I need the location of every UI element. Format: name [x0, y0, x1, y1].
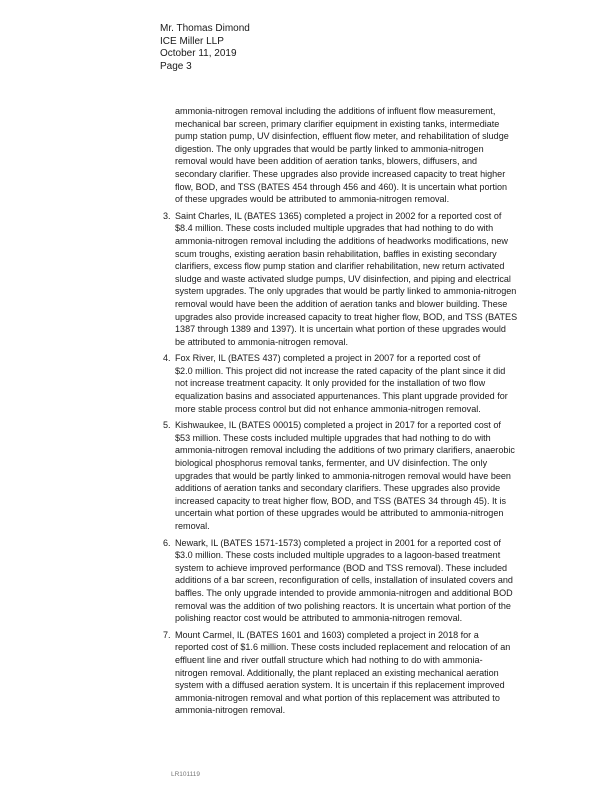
list-item-number: 4.	[163, 353, 171, 364]
text-line: flow, BOD, and TSS (BATES 454 through 456 and 460). It is uncertain what portion	[175, 181, 508, 192]
text-line: Fox River, IL (BATES 437) completed a project in 2007 for a reported cost of	[175, 353, 481, 364]
text-line: system with a diffused aeration system. It is uncertain if this replacement improved	[175, 680, 505, 691]
list-item-number: 7.	[163, 629, 171, 640]
text-line: upgrades also provide increased capacity to treat higher flow, BOD, and TSS (BATES	[175, 311, 518, 322]
text-line: sludge and waste activated sludge pumps, UV disinfection, and piping and electrical	[175, 273, 511, 284]
text-line: baffles. The only upgrade intended to provide ammonia-nitrogen and additional BOD	[175, 587, 513, 598]
text-line: Newark, IL (BATES 1571-1573) completed a project in 2001 for a reported cost of	[175, 537, 501, 548]
text-line: $53 million. These costs included multiple upgrades that had nothing to do with	[175, 432, 491, 443]
text-line: not increase treatment capacity. It only provided for the installation of two flow	[175, 378, 486, 389]
letter-header	[160, 23, 250, 73]
text-line: Saint Charles, IL (BATES 1365) completed a project in 2002 for a reported cost of	[175, 210, 502, 221]
page-number: Page 3	[160, 60, 192, 72]
list-item	[163, 419, 567, 532]
list-item	[163, 352, 567, 415]
letter-body	[163, 105, 567, 717]
text-line: ammonia-nitrogen removal and what portion of this replacement was attributed to	[175, 692, 500, 703]
text-line: additions of a bar screen, reconfiguration of cells, installation of insulated covers and	[175, 575, 513, 586]
text-line: uncertain what portion of these upgrades would be attributed to ammonia-nitrogen	[175, 508, 504, 519]
recipient-name: Mr. Thomas Dimond	[160, 23, 250, 34]
numbered-list	[163, 210, 567, 717]
text-line: equalization basins and associated appurtenances. This plant upgrade provided for	[175, 391, 508, 402]
text-line: of these upgrades would be attributed to ammonia-nitrogen removal.	[175, 194, 450, 205]
list-item-number: 5.	[163, 420, 171, 431]
text-line: increased capacity to treat higher flow, BOD, and TSS (BATES 34 through 45). It is	[175, 495, 507, 506]
text-line: reported cost of $1.6 million. These costs included replacement and relocation of an	[175, 642, 511, 653]
list-item-number: 6.	[163, 537, 171, 548]
text-line: effluent line and river outfall structure which had nothing to do with ammonia-	[175, 654, 483, 665]
text-line: mechanical bar screen, primary clarifier equipment in existing tanks, intermediate	[175, 118, 500, 129]
text-line: clarifiers, excess flow pump station and clarifier rehabilitation, new return activated	[175, 261, 505, 272]
bates-footer: LR101119	[171, 771, 201, 778]
text-line: ammonia-nitrogen removal.	[175, 705, 286, 716]
text-line: removal would have been the addition of aeration tanks and blower building. These	[175, 298, 508, 309]
text-line: digestion. The only upgrades that would be partly linked to ammonia-nitrogen	[175, 143, 484, 154]
text-line: nitrogen removal. Additionally, the plant replaced an existing mechanical aeration	[175, 667, 499, 678]
list-item	[163, 537, 567, 625]
list-item	[163, 210, 567, 349]
continuation-paragraph	[175, 105, 567, 206]
text-line: additions of aeration tanks and secondary clarifiers. These upgrades also provide	[175, 483, 501, 494]
text-line: upgrades that would be partly linked to ammonia-nitrogen removal would have been	[175, 470, 511, 481]
text-line: $8.4 million. These costs included multiple upgrades that had nothing to do with	[175, 223, 494, 234]
text-line: pump station pump, UV disinfection, effluent flow meter, and rehabilitation of sludge	[175, 131, 509, 142]
text-line: system to achieve improved performance (BOD and TSS removal). These included	[175, 562, 508, 573]
list-item-number: 3.	[163, 210, 171, 221]
text-line: $2.0 million. This project did not increase the rated capacity of the plant since it did	[175, 365, 506, 376]
text-line: removal would have been addition of aeration tanks, blowers, diffusers, and	[175, 156, 478, 167]
text-line: 1387 through 1389 and 1397). It is uncertain what portion of these upgrades would	[175, 324, 506, 335]
text-line: Mount Carmel, IL (BATES 1601 and 1603) completed a project in 2018 for a	[175, 629, 479, 640]
text-line: ammonia-nitrogen removal including the additions of two primary clarifiers, anaerobic	[175, 445, 515, 456]
text-line: removal.	[175, 521, 210, 531]
text-line: $3.0 million. These costs included multiple upgrades to a lagoon-based treatment	[175, 550, 501, 561]
text-line: Kishwaukee, IL (BATES 00015) completed a project in 2017 for a reported cost of	[175, 420, 501, 431]
text-line: removal was the addition of two polishing reactors. It is uncertain what portion of the	[175, 600, 511, 611]
text-line: system upgrades. The only upgrades that would be partly linked to ammonia-nitrogen	[175, 286, 517, 297]
text-line: ammonia-nitrogen removal including the additions of headworks modifications, new	[175, 235, 508, 246]
text-line: be attributed to ammonia-nitrogen removal.	[175, 336, 348, 347]
text-line: more stable process control but did not enhance ammonia-nitrogen removal.	[175, 403, 481, 414]
text-line: polishing reactor cost would be attributed to ammonia-nitrogen removal.	[175, 613, 463, 624]
text-line: biological phosphorus removal tanks, fermenter, and UV disinfection. The only	[175, 458, 488, 469]
text-line: ammonia-nitrogen removal including the additions of influent flow measurement,	[175, 106, 496, 116]
list-item	[163, 629, 567, 717]
text-line: scum troughs, existing aeration basin rehabilitation, baffles in existing secondary	[175, 248, 497, 259]
text-line: secondary clarifier. These upgrades also provide increased capacity to treat higher	[175, 168, 506, 179]
recipient-company: ICE Miller LLP	[160, 35, 224, 47]
letter-date: October 11, 2019	[160, 48, 237, 60]
